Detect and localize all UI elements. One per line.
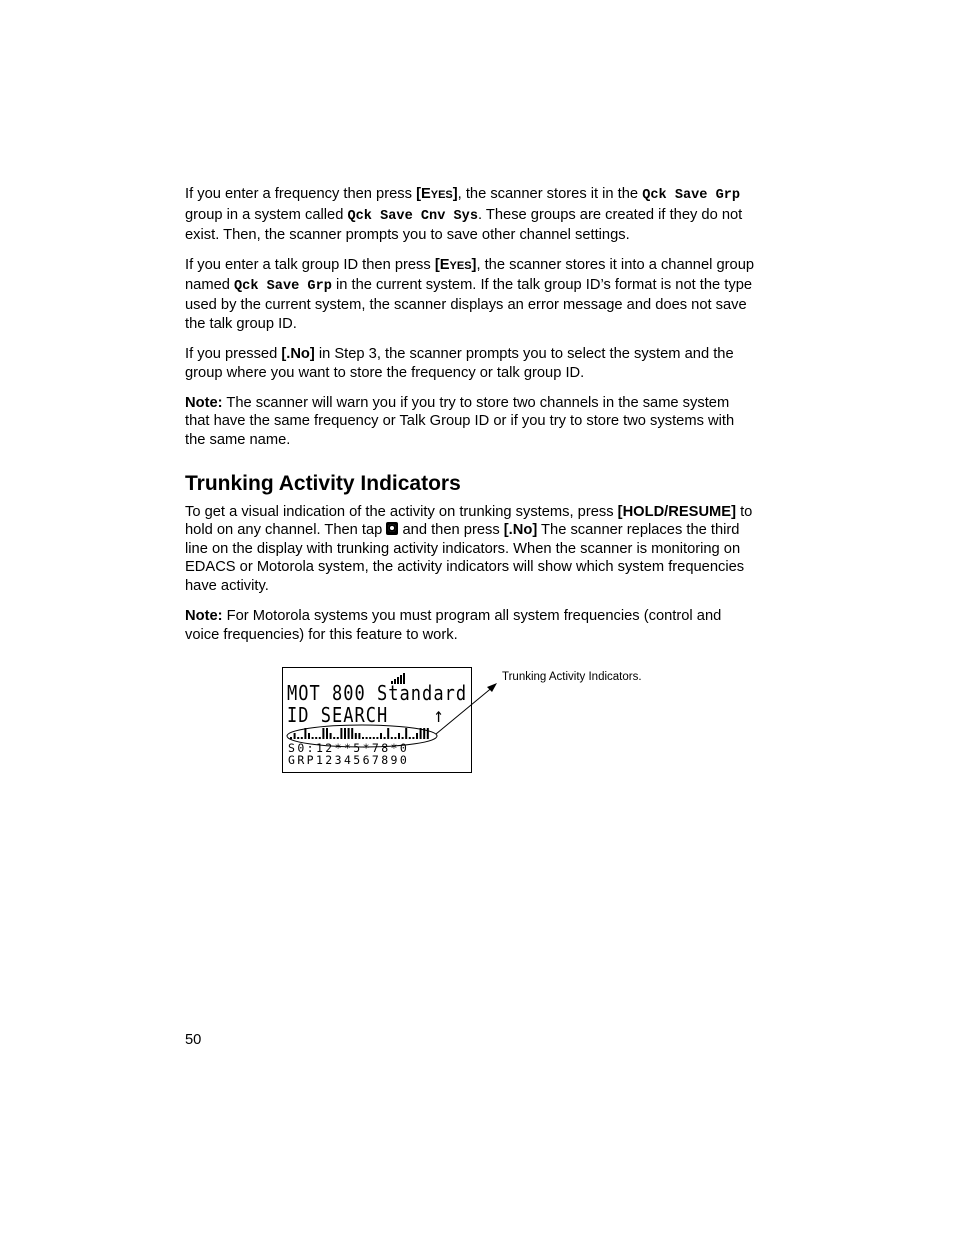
page-number: 50	[185, 1032, 202, 1048]
display-text: Qck Save Grp	[234, 278, 332, 294]
text: If you enter a talk group ID then press	[185, 257, 435, 274]
text: The scanner replaces the third line on the display with trunking activity indicators. When the scanner is monitoring on EDACS or Motorola system, the activity indicators will show which system frequencies have activity.	[185, 522, 745, 594]
text: in Step 3, the scanner prompts you to select the system and the group where you want to store the frequency or talk group ID.	[185, 346, 734, 381]
section-heading: Trunking Activity Indicators	[185, 471, 461, 495]
display-text: Qck Save Cnv Sys	[347, 208, 478, 224]
text: , the scanner stores it into a channel group named	[185, 257, 755, 293]
text: , the scanner stores it in the	[457, 186, 643, 202]
text: To get a visual indication of the activity on trunking systems, press	[185, 503, 618, 520]
text: to hold on any channel. Then tap	[185, 503, 753, 539]
key-eyes: [EYES]	[434, 257, 477, 274]
lcd-line-1: MOT 800 Standard	[287, 681, 468, 705]
key-eyes: [EYES]	[416, 186, 458, 202]
note-label: Note:	[185, 608, 223, 625]
text: For Motorola systems you must program all system frequencies (control and voice frequencies) for this feature to work.	[185, 608, 722, 643]
highlight-ellipse	[287, 725, 437, 747]
key-hold-resume: [HOLD/RESUME]	[617, 503, 736, 520]
lcd-line-4: GRP1234567890	[288, 753, 410, 767]
text: in the current system. If the talk group ID’s format is not the type used by the current system, the scanner displays an error message and does not save the talk group ID.	[185, 276, 753, 333]
text: If you pressed	[185, 346, 282, 363]
display-text: Qck Save Grp	[642, 188, 741, 203]
lcd-line-3: S0:12**5*78*0	[288, 741, 410, 755]
key-no: [.No]	[503, 522, 538, 539]
text: group in a system called	[185, 206, 348, 223]
text: If you enter a frequency then press	[185, 186, 417, 202]
text: . These groups are created if they do not exist. Then, the scanner prompts you to save other channel settings.	[185, 206, 743, 244]
key-no: [.No]	[281, 346, 315, 363]
text: The scanner will warn you if you try to store two channels in the same system that have the same frequency or Talk Group ID or if you try to store two systems with the same name.	[185, 394, 735, 449]
callout-caption: Trunking Activity Indicators.	[502, 671, 642, 683]
lcd-line-2: ID SEARCH ↑	[287, 703, 445, 727]
note-label: Note:	[185, 394, 223, 411]
text: and then press	[398, 522, 504, 539]
callout-line	[436, 686, 494, 734]
